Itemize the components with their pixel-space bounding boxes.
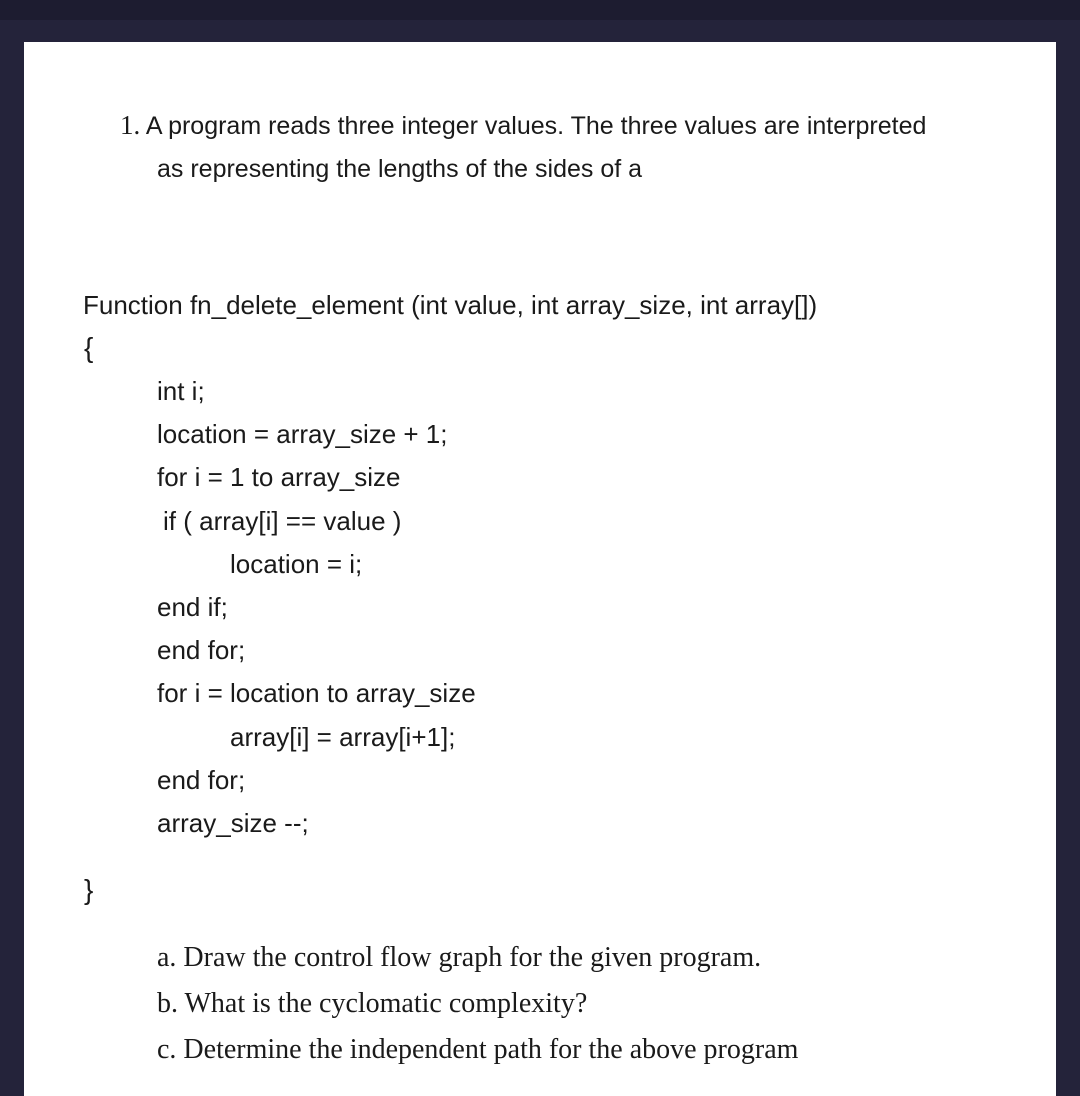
code-line-8: for i = location to array_size: [157, 678, 476, 708]
close-brace: }: [84, 874, 94, 905]
code-line-2: location = array_size + 1;: [157, 419, 448, 449]
top-band: [0, 0, 1080, 20]
code-line-5: location = i;: [230, 549, 363, 579]
code-line-10: end for;: [157, 765, 246, 795]
document-page: [24, 42, 1056, 1096]
code-line-3: for i = 1 to array_size: [157, 462, 401, 492]
sub-question-b: b. What is the cyclomatic complexity?: [157, 988, 588, 1019]
sub-question-a: a. Draw the control flow graph for the given program.: [157, 942, 762, 973]
question-line-1: [120, 110, 926, 141]
sub-question-c: c. Determine the independent path for the above program: [157, 1034, 799, 1065]
code-line-1: int i;: [157, 376, 205, 406]
open-brace: {: [84, 332, 94, 363]
code-line-6: end if;: [157, 592, 228, 622]
function-signature: Function fn_delete_element (int value, int array_size, int array[]): [83, 290, 818, 320]
question-line-2: as representing the lengths of the sides of a: [157, 155, 643, 183]
code-line-11: array_size --;: [157, 808, 309, 838]
question-number: 1.: [120, 110, 141, 140]
question-text-line-1: A program reads three integer values. The three values are interpreted: [145, 112, 927, 140]
code-line-7: end for;: [157, 635, 246, 665]
code-line-9: array[i] = array[i+1];: [230, 722, 456, 752]
code-line-4: if ( array[i] == value ): [163, 506, 402, 536]
